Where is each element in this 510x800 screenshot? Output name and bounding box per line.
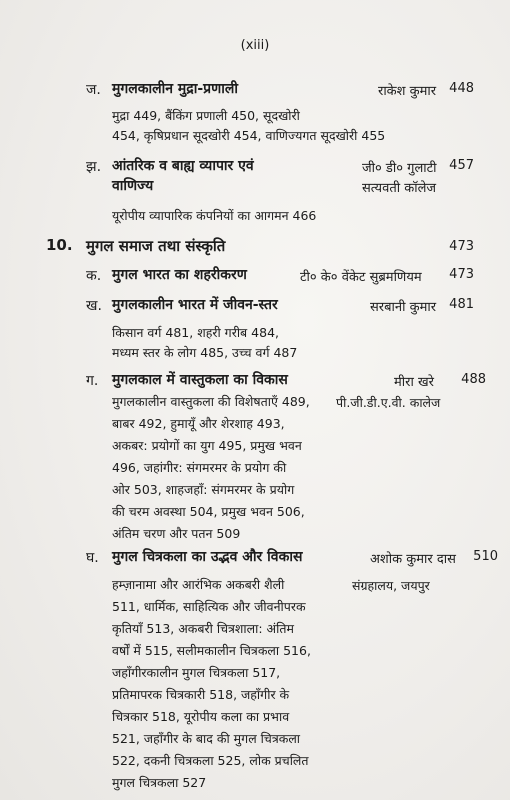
chapter-number: 10. <box>46 236 73 254</box>
entry-marker: झ. <box>86 159 102 175</box>
entry-marker: ज. <box>86 82 101 98</box>
entry-author: सरबानी कुमार <box>370 300 437 315</box>
entry-title-continued: वाणिज्य <box>112 178 154 194</box>
entry-title: मुगलकालीन भारत में जीवन-स्तर <box>112 297 278 313</box>
entry-title: आंतरिक व बाह्य व्यापार एवं <box>112 158 254 174</box>
entry-affiliation: संग्रहालय, जयपुर <box>352 578 430 593</box>
entry-title: मुगल भारत का शहरीकरण <box>112 267 247 283</box>
entry-body-line: वर्षों में 515, सलीमकालीन चित्रकला 516, <box>112 643 311 658</box>
entry-body-line: ओर 503, शाहजहाँ: संगमरमर के प्रयोग <box>112 482 295 497</box>
entry-body-line: यूरोपीय व्यापारिक कंपनियों का आगमन 466 <box>112 208 317 223</box>
entry-page: 488 <box>461 372 486 387</box>
entry-affiliation: सत्यवती कॉलेज <box>362 181 437 196</box>
entry-body-line: किसान वर्ग 481, शहरी गरीब 484, <box>112 325 279 340</box>
entry-body-line: 511, धार्मिक, साहित्यिक और जीवनीपरक <box>112 599 306 614</box>
entry-body-line: प्रतिमापरक चित्रकारी 518, जहाँगीर के <box>112 687 290 702</box>
entry-page: 457 <box>449 158 474 173</box>
entry-marker: क. <box>86 268 102 284</box>
entry-body-line: अंतिम चरण और पतन 509 <box>112 526 241 541</box>
chapter-page: 473 <box>449 239 474 254</box>
entry-author: टी० के० वेंकेट सुब्रमणियम <box>300 270 422 285</box>
entry-body-line: 521, जहाँगीर के बाद की मुगल चित्रकला <box>112 731 301 746</box>
entry-marker: घ. <box>86 550 99 566</box>
entry-body-line: मुद्रा 449, बैंकिंग प्रणाली 450, सूदखोरी <box>112 108 300 123</box>
entry-body-line: अकबर: प्रयोगों का युग 495, प्रमुख भवन <box>112 438 302 453</box>
entry-body-line: चित्रकार 518, यूरोपीय कला का प्रभाव <box>112 709 290 724</box>
entry-title: मुगलकालीन मुद्रा-प्रणाली <box>112 81 238 97</box>
entry-marker: ख. <box>86 298 102 314</box>
entry-page: 510 <box>473 549 498 564</box>
entry-body-line: मुगलकालीन वास्तुकला की विशेषताएँ 489, <box>112 394 310 409</box>
entry-author: अशोक कुमार दास <box>370 552 456 567</box>
entry-marker: ग. <box>86 373 99 389</box>
entry-body-line: 454, कृषिप्रधान सूदखोरी 454, वाणिज्यगत सूदखोरी 455 <box>112 128 386 143</box>
entry-page: 473 <box>449 267 474 282</box>
entry-body-line: कृतियाँ 513, अकबरी चित्रशाला: अंतिम <box>112 621 294 636</box>
entry-body-line: 522, दकनी चित्रकला 525, लोक प्रचलित <box>112 753 309 768</box>
entry-page: 481 <box>449 297 474 312</box>
entry-author: जी० डी० गुलाटी <box>362 161 437 176</box>
entry-body-line: बाबर 492, हुमायूँ और शेरशाह 493, <box>112 416 285 431</box>
entry-body-line: 496, जहांगीर: संगमरमर के प्रयोग की <box>112 460 287 475</box>
entry-author: मीरा खरे <box>394 375 434 390</box>
entry-author: राकेश कुमार <box>378 84 437 99</box>
chapter-title: मुगल समाज तथा संस्कृति <box>86 237 226 255</box>
entry-body-line: मुगल चित्रकला 527 <box>112 775 207 790</box>
entry-body-line: हम्ज़ानामा और आरंभिक अकबरी शैली <box>112 577 285 592</box>
entry-title: मुगल चित्रकला का उद्भव और विकास <box>112 549 303 565</box>
entry-page: 448 <box>449 81 474 96</box>
entry-body-line: जहाँगीरकालीन मुगल चित्रकला 517, <box>112 665 281 680</box>
entry-title: मुगलकाल में वास्तुकला का विकास <box>112 372 288 388</box>
entry-body-line: मध्यम स्तर के लोग 485, उच्च वर्ग 487 <box>112 345 298 360</box>
entry-body-line: की चरम अवस्था 504, प्रमुख भवन 506, <box>112 504 305 519</box>
page-number: (xiii) <box>240 38 270 53</box>
entry-affiliation: पी.जी.डी.ए.वी. कालेज <box>336 395 441 410</box>
